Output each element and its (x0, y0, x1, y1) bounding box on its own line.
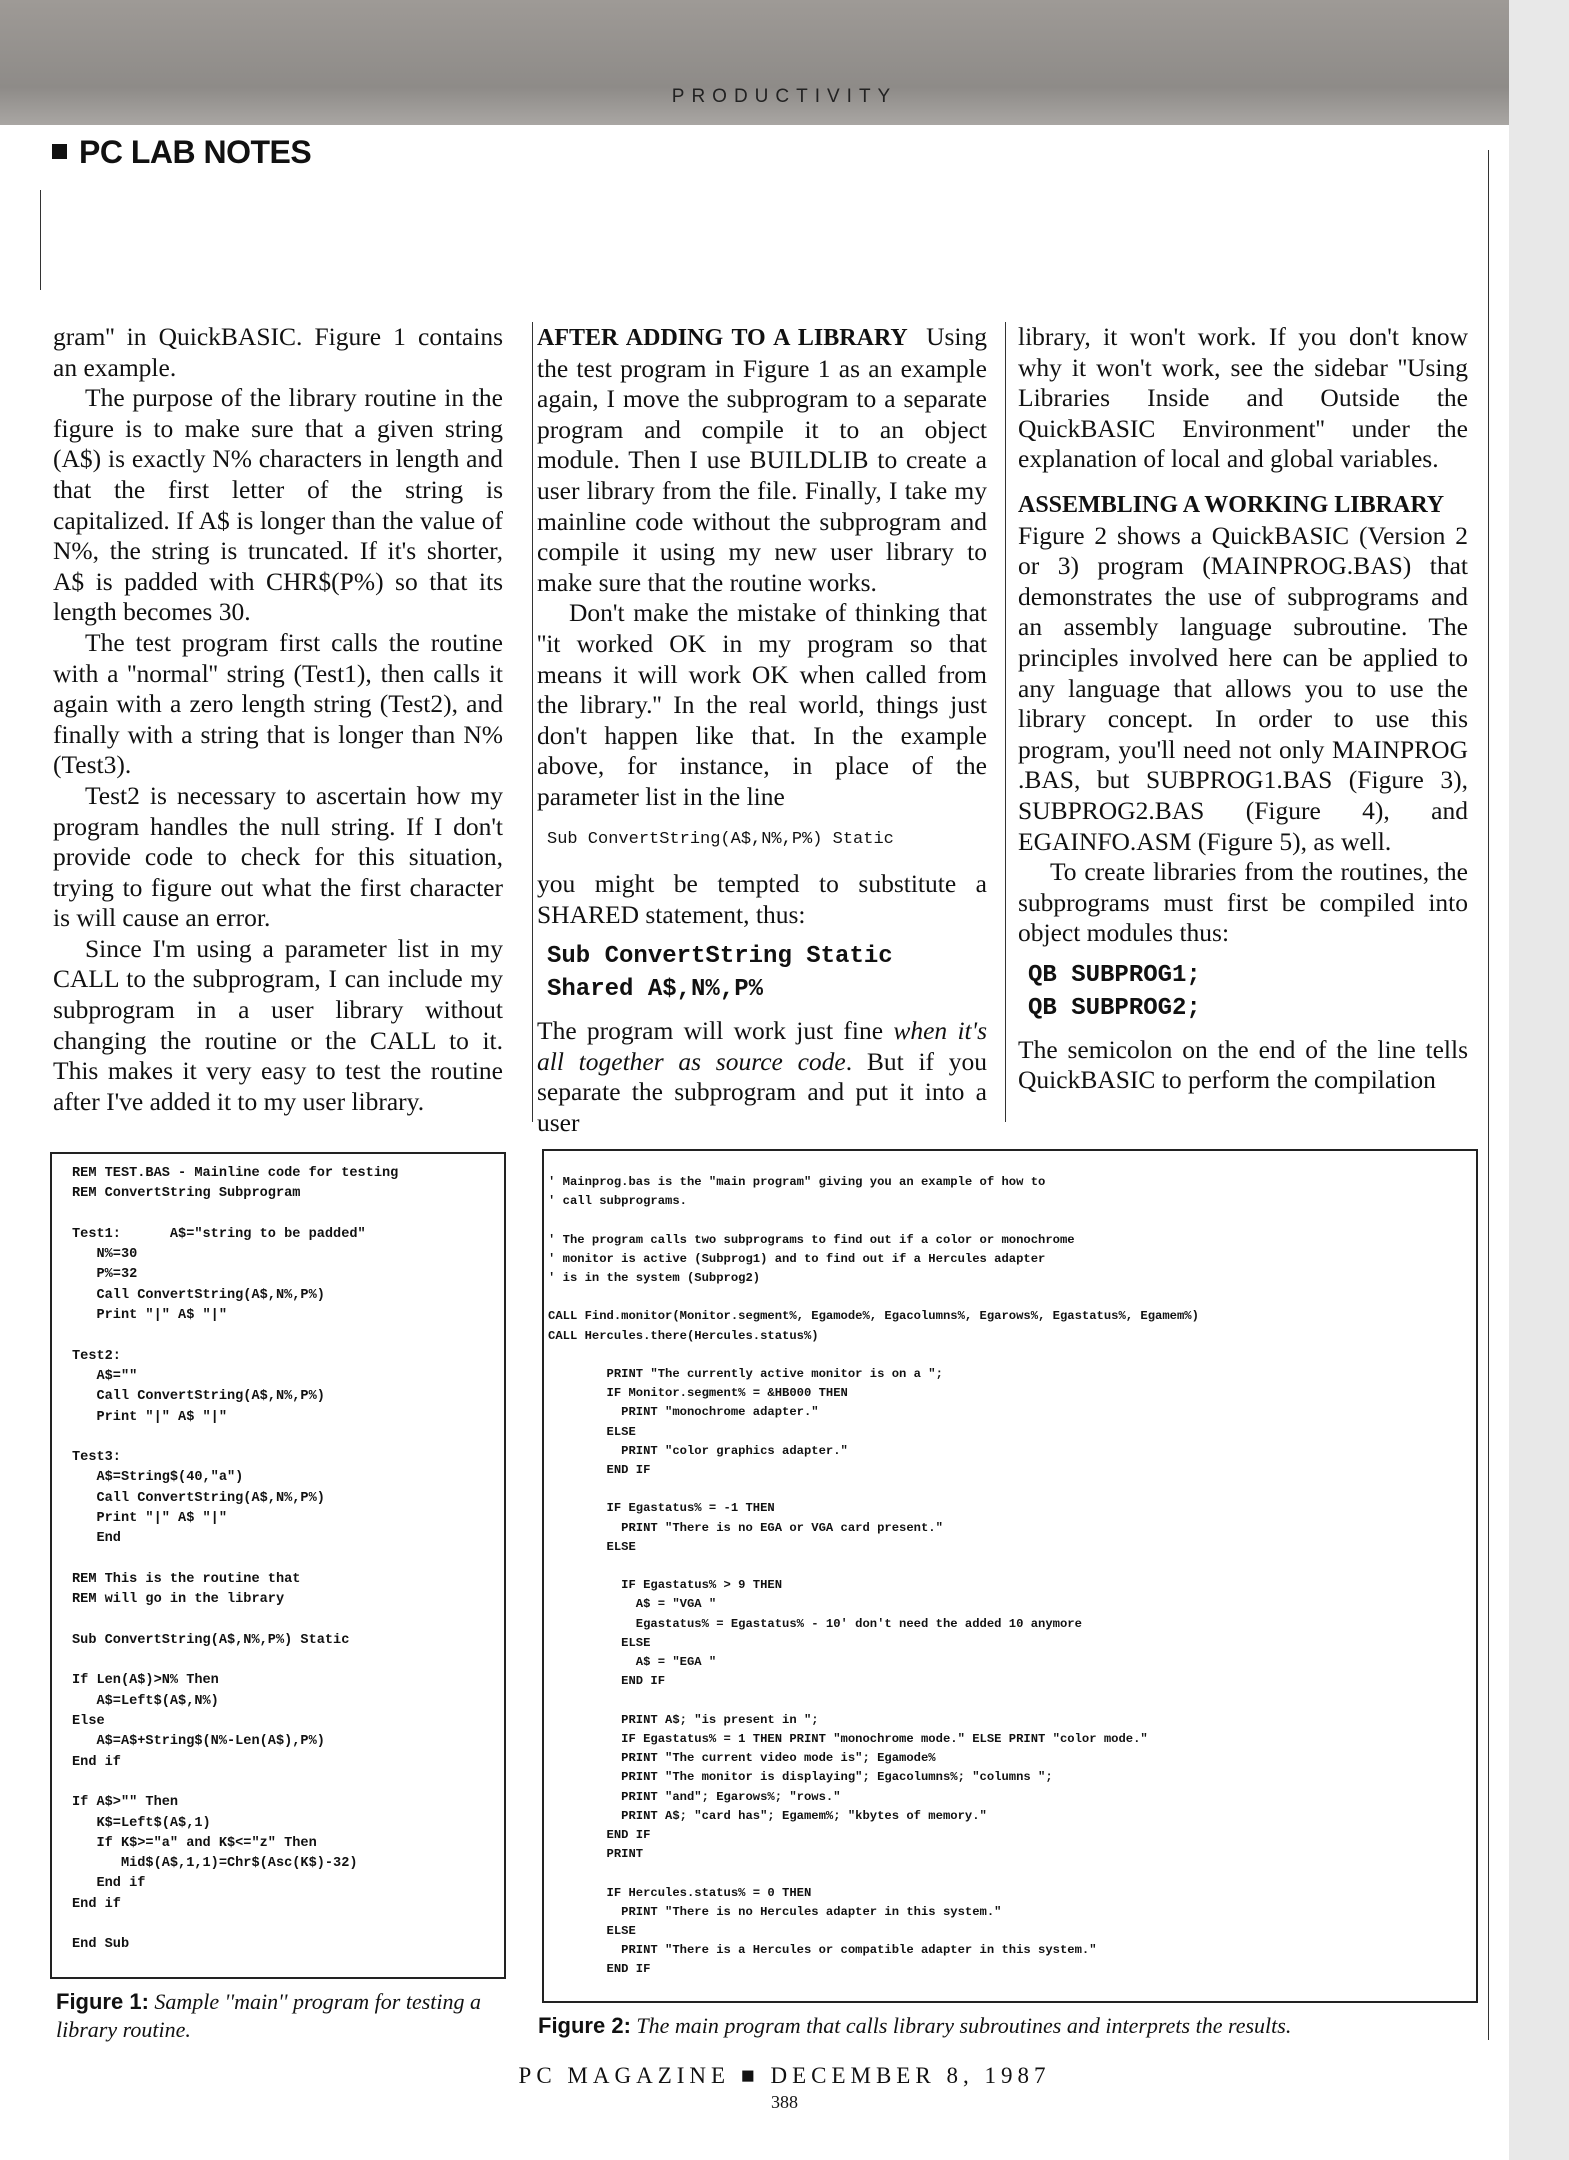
paragraph: To create libraries from the routines, the subprograms must first be compiled into object modules thus: (1018, 857, 1468, 948)
caption-text: The main program that calls library subroutines and interprets the results. (636, 2013, 1292, 2038)
figure-1-caption (56, 1988, 506, 2044)
column-title-text: PC LAB NOTES (79, 134, 312, 170)
paragraph: library, it won't work. If you don't know why it won't work, see the sidebar ''Using Libraries Inside and Outside the QuickBASIC Environment'' under the explanation of local and global variables. (1018, 322, 1468, 474)
right-margin-strip (1509, 0, 1569, 2160)
paragraph-text: Using the test program in Figure 1 as an example again, I move the subprogram to a separate program and compile it to an object module. Then I use BUILDLIB to create a user library from the file. Finally, I take my mainline code without the subprogram and compile it using my new user library to make sure that the routine works. (537, 322, 988, 597)
footer-publication: PC MAGAZINE ■ DECEMBER 8, 1987 (518, 2063, 1051, 2088)
figure-2-caption (538, 2012, 1478, 2040)
paragraph: you might be tempted to substitute a SHARED statement, thus: (537, 869, 987, 929)
emphasis-text: when it's all together as source code (537, 1016, 987, 1076)
paragraph: The purpose of the library routine in the figure is to make sure that a given string (A$) is exactly N% characters in length and that the first letter of the string is capitalized. If A$ is longer than the value of N%, the string is truncated. If it's shorter, A$ is padded with CHR$(P%) so that its length becomes 30. (53, 383, 503, 627)
paragraph-text: . But if you separate the subprogram and put it into a user (537, 1046, 988, 1138)
paragraph: Don't make the mistake of thinking that ''it worked OK in my program so that means it will work OK when called from the library.'' In the real world, things just don't happen like that. In the example above, for instance, in place of the parameter list in the line (537, 598, 987, 811)
text-column-2 (537, 322, 987, 1139)
figure-1-listing (50, 1152, 506, 1979)
code-snippet: Sub ConvertString(A$,N%,P%) Static (547, 829, 894, 849)
text-column-1 (53, 322, 503, 1117)
paragraph: gram'' in QuickBASIC. Figure 1 contains an example. (53, 322, 503, 382)
bullet-square-icon (52, 144, 67, 159)
figure-2-listing (542, 1149, 1478, 2003)
text-column-3 (1018, 322, 1468, 1096)
caption-label: Figure 1: (56, 1989, 149, 2014)
page-number: 388 (771, 2092, 798, 2112)
column-rule-1 (532, 322, 533, 1122)
paragraph: Since I'm using a parameter list in my CALL to the subprogram, I can include my subprogram in a user library without changing the routine or the CALL to it. This makes it very easy to test the routine after I've added it to my user library. (53, 933, 503, 1116)
left-rule (40, 190, 41, 290)
column-rule-2 (1005, 322, 1006, 1122)
paragraph: Figure 2 shows a QuickBASIC (Version 2 or 3) program (MAINPROG.BAS) that demonstrates the use of subprograms and an assembly language subroutine. The principles involved here can be applied to any language that allows you to use the library concept. In order to use this program, you'll need not only MAINPROG .BAS, but SUBPROG1.BAS (Figure 3), SUBPROG2.BAS (Figure 4), and EGAINFO.ASM (Figure 5), as well. (1018, 520, 1468, 856)
code-listing: ' Mainprog.bas is the "main program" giving you an example of how to ' call subprograms. ' The program calls two subprograms to find out if a color or monochrome ' monitor is active (Subprog1) and to find out if a Hercules adapter ' is in the system (Subprog2) CALL Find.monitor(Monitor.segment%, Egamode%, Egacolumns%, Egarows%, Egastatus%, Egamem%) CALL Hercules.there(Hercules.status%) PRINT "The currently active monitor is on a "; IF Monitor.segment% = &HB000 THEN PRINT "monochrome adapter." ELSE PRINT "color graphics adapter." END IF IF Egastatus% = -1 THEN PRINT "There is no EGA or VGA card present." ELSE IF Egastatus% > 9 THEN A$ = "VGA " Egastatus% = Egastatus% - 10' don't need the added 10 anymore ELSE A$ = "EGA " END IF PRINT A$; "is present in "; IF Egastatus% = 1 THEN PRINT "monochrome mode." ELSE PRINT "color mode." PRINT "The current video mode is"; Egamode% PRINT "The monitor is displaying"; Egacolumns%; "columns "; PRINT "and"; Egarows%; "rows." PRINT A$; "card has"; Egamem%; "kbytes of memory." END IF PRINT IF Hercules.status% = 0 THEN PRINT "There is no Hercules adapter in this system." ELSE PRINT "There is a Hercules or compatible adapter in this system." END IF (548, 1175, 1199, 1977)
paragraph-text: The program will work just fine (537, 1016, 894, 1046)
section-heading: AFTER ADDING TO A LIBRARY (537, 325, 908, 351)
section-label: PRODUCTIVITY (671, 86, 898, 107)
paragraph: Test2 is necessary to ascertain how my program handles the null string. If I don't provide code to check for this situation, trying to figure out what the first character is will cause an error. (53, 780, 503, 933)
caption-label: Figure 2: (538, 2013, 631, 2038)
paragraph: The semicolon on the end of the line tells QuickBASIC to perform the compilation (1018, 1034, 1468, 1095)
paragraph (537, 1016, 987, 1138)
paragraph: The test program first calls the routine with a ''normal'' string (Test1), then calls it again with a zero length string (Test2), and finally with a string that is longer than N% (Test3). (53, 627, 503, 780)
right-rule (1488, 150, 1489, 2040)
section-heading: ASSEMBLING A WORKING LIBRARY (1018, 491, 1445, 518)
code-snippet: Sub ConvertString Static Shared A$,N%,P% (547, 943, 893, 1004)
column-title (52, 134, 311, 171)
caption-text: Sample ''main'' program for testing a library routine. (56, 1989, 482, 2042)
code-snippet: QB SUBPROG1; QB SUBPROG2; (1028, 961, 1201, 1022)
code-listing: REM TEST.BAS - Mainline code for testing REM ConvertString Subprogram Test1: A$="string to be padded" N%=30 P%=32 Call ConvertString(A$,N%,P%) Print "|" A$ "|" Test2: A$="" Call ConvertString(A$,N%,P%) Print "|" A$ "|" Test3: A$=String$(40,"a") Call ConvertString(A$,N%,P%) Print "|" A$ "|" End REM This is the routine that REM will go in the library Sub ConvertString(A$,N%,P%) Static If Len(A$)>N% Then A$=Left$(A$,N%) Else A$=A$+String$(N%-Len(A$),P%) End if If A$>"" Then K$=Left$(A$,1) If K$>="a" and K$<="z" Then Mid$(A$,1,1)=Chr$(Asc(K$)-32) End if End if End Sub (72, 1166, 399, 1953)
